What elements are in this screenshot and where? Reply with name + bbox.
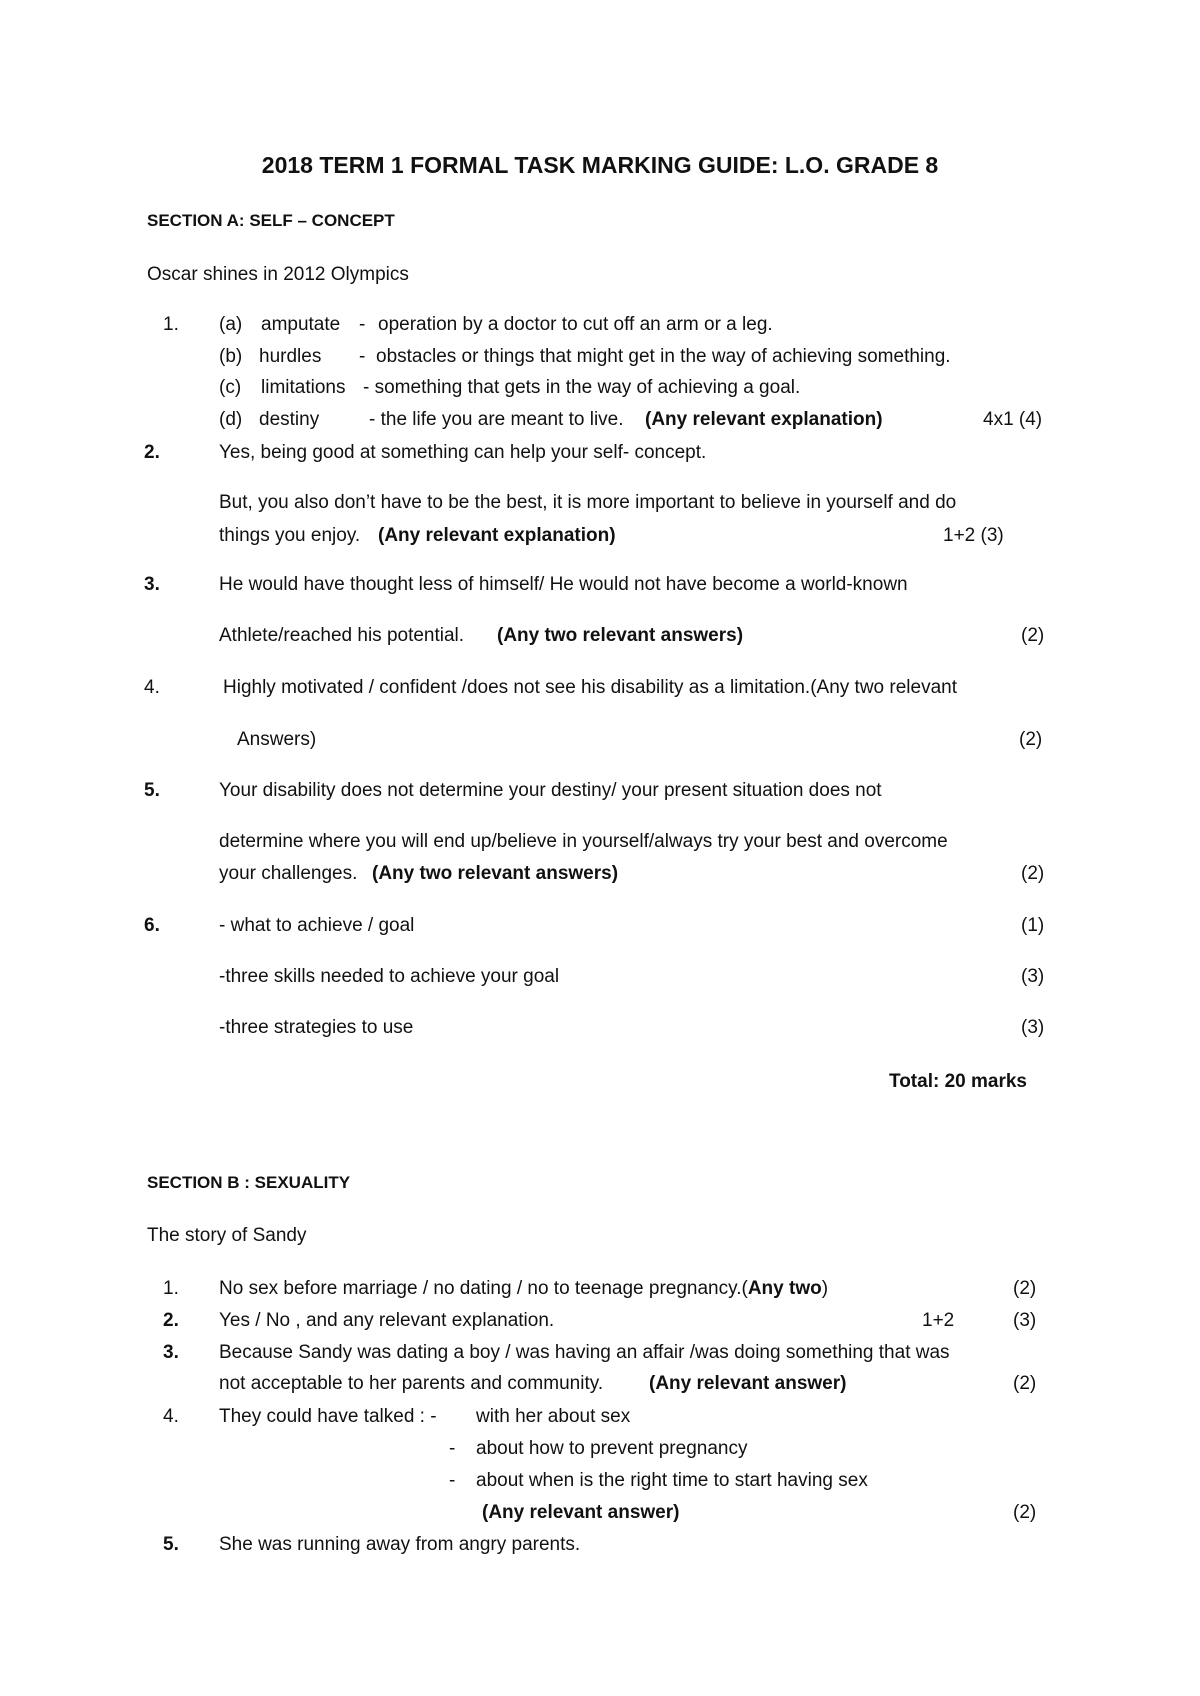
q2-number: 2. [144, 442, 160, 463]
q6-item-text: -three skills needed to achieve your goal [219, 966, 560, 987]
q1-number: 1. [163, 314, 179, 335]
q3-marks: (2) [1021, 625, 1045, 646]
q5-line2: determine where you will end up/believe in yourself/always try your best and overcome [219, 831, 948, 852]
section-b-story-title: The story of Sandy [147, 1225, 307, 1246]
q3-note: (Any two relevant answers) [497, 625, 744, 646]
b-q4-lead: They could have talked : - [219, 1406, 437, 1427]
q6-item-marks: (3) [1021, 1017, 1045, 1038]
b-q1-text [219, 1279, 828, 1298]
q1d-term: destiny [259, 409, 320, 430]
q1a-definition: operation by a doctor to cut off an arm or a leg. [378, 314, 773, 335]
q6-number: 6. [144, 915, 160, 936]
q5-number: 5. [144, 780, 160, 801]
q2-marks: 1+2 (3) [943, 525, 1004, 546]
section-a-heading: SECTION A: SELF – CONCEPT [147, 211, 395, 230]
b-q4-number: 4. [163, 1406, 179, 1427]
section-a-story-title: Oscar shines in 2012 Olympics [147, 264, 409, 285]
q4-number: 4. [144, 677, 160, 698]
q2-line2: But, you also don’t have to be the best, it is more important to believe in yourself and do [219, 492, 957, 513]
q1d-letter: (d) [219, 409, 243, 430]
q1c-letter: (c) [219, 377, 242, 398]
b-q2-number: 2. [163, 1310, 179, 1331]
b-q1-marks: (2) [1013, 1278, 1037, 1299]
q6-item-text: - what to achieve / goal [219, 915, 415, 936]
b-q2-split: 1+2 [922, 1310, 955, 1331]
b-q1-number: 1. [163, 1278, 179, 1299]
q6-item-marks: (3) [1021, 966, 1045, 987]
b-q3-line1: Because Sandy was dating a boy / was having an affair /was doing something that was [219, 1342, 950, 1363]
b-q3-note: (Any relevant answer) [649, 1373, 847, 1394]
b-q4-item: about when is the right time to start having sex [476, 1470, 868, 1491]
q4-line2: Answers) [237, 729, 317, 750]
q1c-term: limitations [261, 377, 346, 398]
q3-line1: He would have thought less of himself/ He would not have become a world-known [219, 574, 908, 595]
b-q1-note: Any two [747, 1278, 822, 1299]
b-q4-dash: - [449, 1438, 456, 1459]
q5-note: (Any two relevant answers) [372, 863, 619, 884]
page-title: 2018 TERM 1 FORMAL TASK MARKING GUIDE: L.O. GRADE 8 [261, 152, 939, 178]
q6-item-marks: (1) [1021, 915, 1045, 936]
q1c-definition: - something that gets in the way of achieving a goal. [363, 377, 801, 398]
b-q4-item: about how to prevent pregnancy [476, 1438, 748, 1459]
q4-marks: (2) [1019, 729, 1043, 750]
b-q1-answer: No sex before marriage / no dating / no to teenage pregnancy.( [219, 1278, 748, 1299]
b-q3-number: 3. [163, 1342, 179, 1363]
b-q3-line2: not acceptable to her parents and community. [219, 1373, 604, 1394]
q1-marks: 4x1 (4) [983, 409, 1043, 430]
q5-line3: your challenges. [219, 863, 358, 884]
q6-item-text: -three strategies to use [219, 1017, 414, 1038]
b-q4-item: with her about sex [476, 1406, 631, 1427]
q1b-definition: obstacles or things that might get in the way of achieving something. [376, 346, 951, 367]
q1a-term: amputate [261, 314, 341, 335]
q1b-letter: (b) [219, 346, 243, 367]
q1b-term: hurdles [259, 346, 322, 367]
q5-marks: (2) [1021, 863, 1045, 884]
b-q2-marks: (3) [1013, 1310, 1037, 1331]
section-b-heading: SECTION B : SEXUALITY [147, 1173, 351, 1192]
b-q4-dash: - [449, 1470, 456, 1491]
b-q3-marks: (2) [1013, 1373, 1037, 1394]
q1a-letter: (a) [219, 314, 243, 335]
q5-line1: Your disability does not determine your destiny/ your present situation does not [219, 780, 882, 801]
q2-note: (Any relevant explanation) [378, 525, 616, 546]
b-q2-text: Yes / No , and any relevant explanation. [219, 1310, 555, 1331]
b-q1-close: ) [821, 1278, 829, 1299]
q2-line1: Yes, being good at something can help your self- concept. [219, 442, 707, 463]
q4-line1: Highly motivated / confident /does not see his disability as a limitation.(Any two relevant [223, 677, 957, 698]
section-a-total: Total: 20 marks [889, 1071, 1027, 1092]
q1d-definition: - the life you are meant to live. [369, 409, 624, 430]
q3-line2: Athlete/reached his potential. [219, 625, 465, 646]
q1b-dash: - [359, 346, 366, 367]
b-q5-number: 5. [163, 1534, 179, 1555]
q1a-dash: - [359, 314, 366, 335]
q1d-note: (Any relevant explanation) [645, 409, 883, 430]
b-q4-note: (Any relevant answer) [482, 1502, 680, 1523]
b-q5-text: She was running away from angry parents. [219, 1534, 581, 1555]
q2-line3: things you enjoy. [219, 525, 361, 546]
q3-number: 3. [144, 574, 160, 595]
b-q4-marks: (2) [1013, 1502, 1037, 1523]
